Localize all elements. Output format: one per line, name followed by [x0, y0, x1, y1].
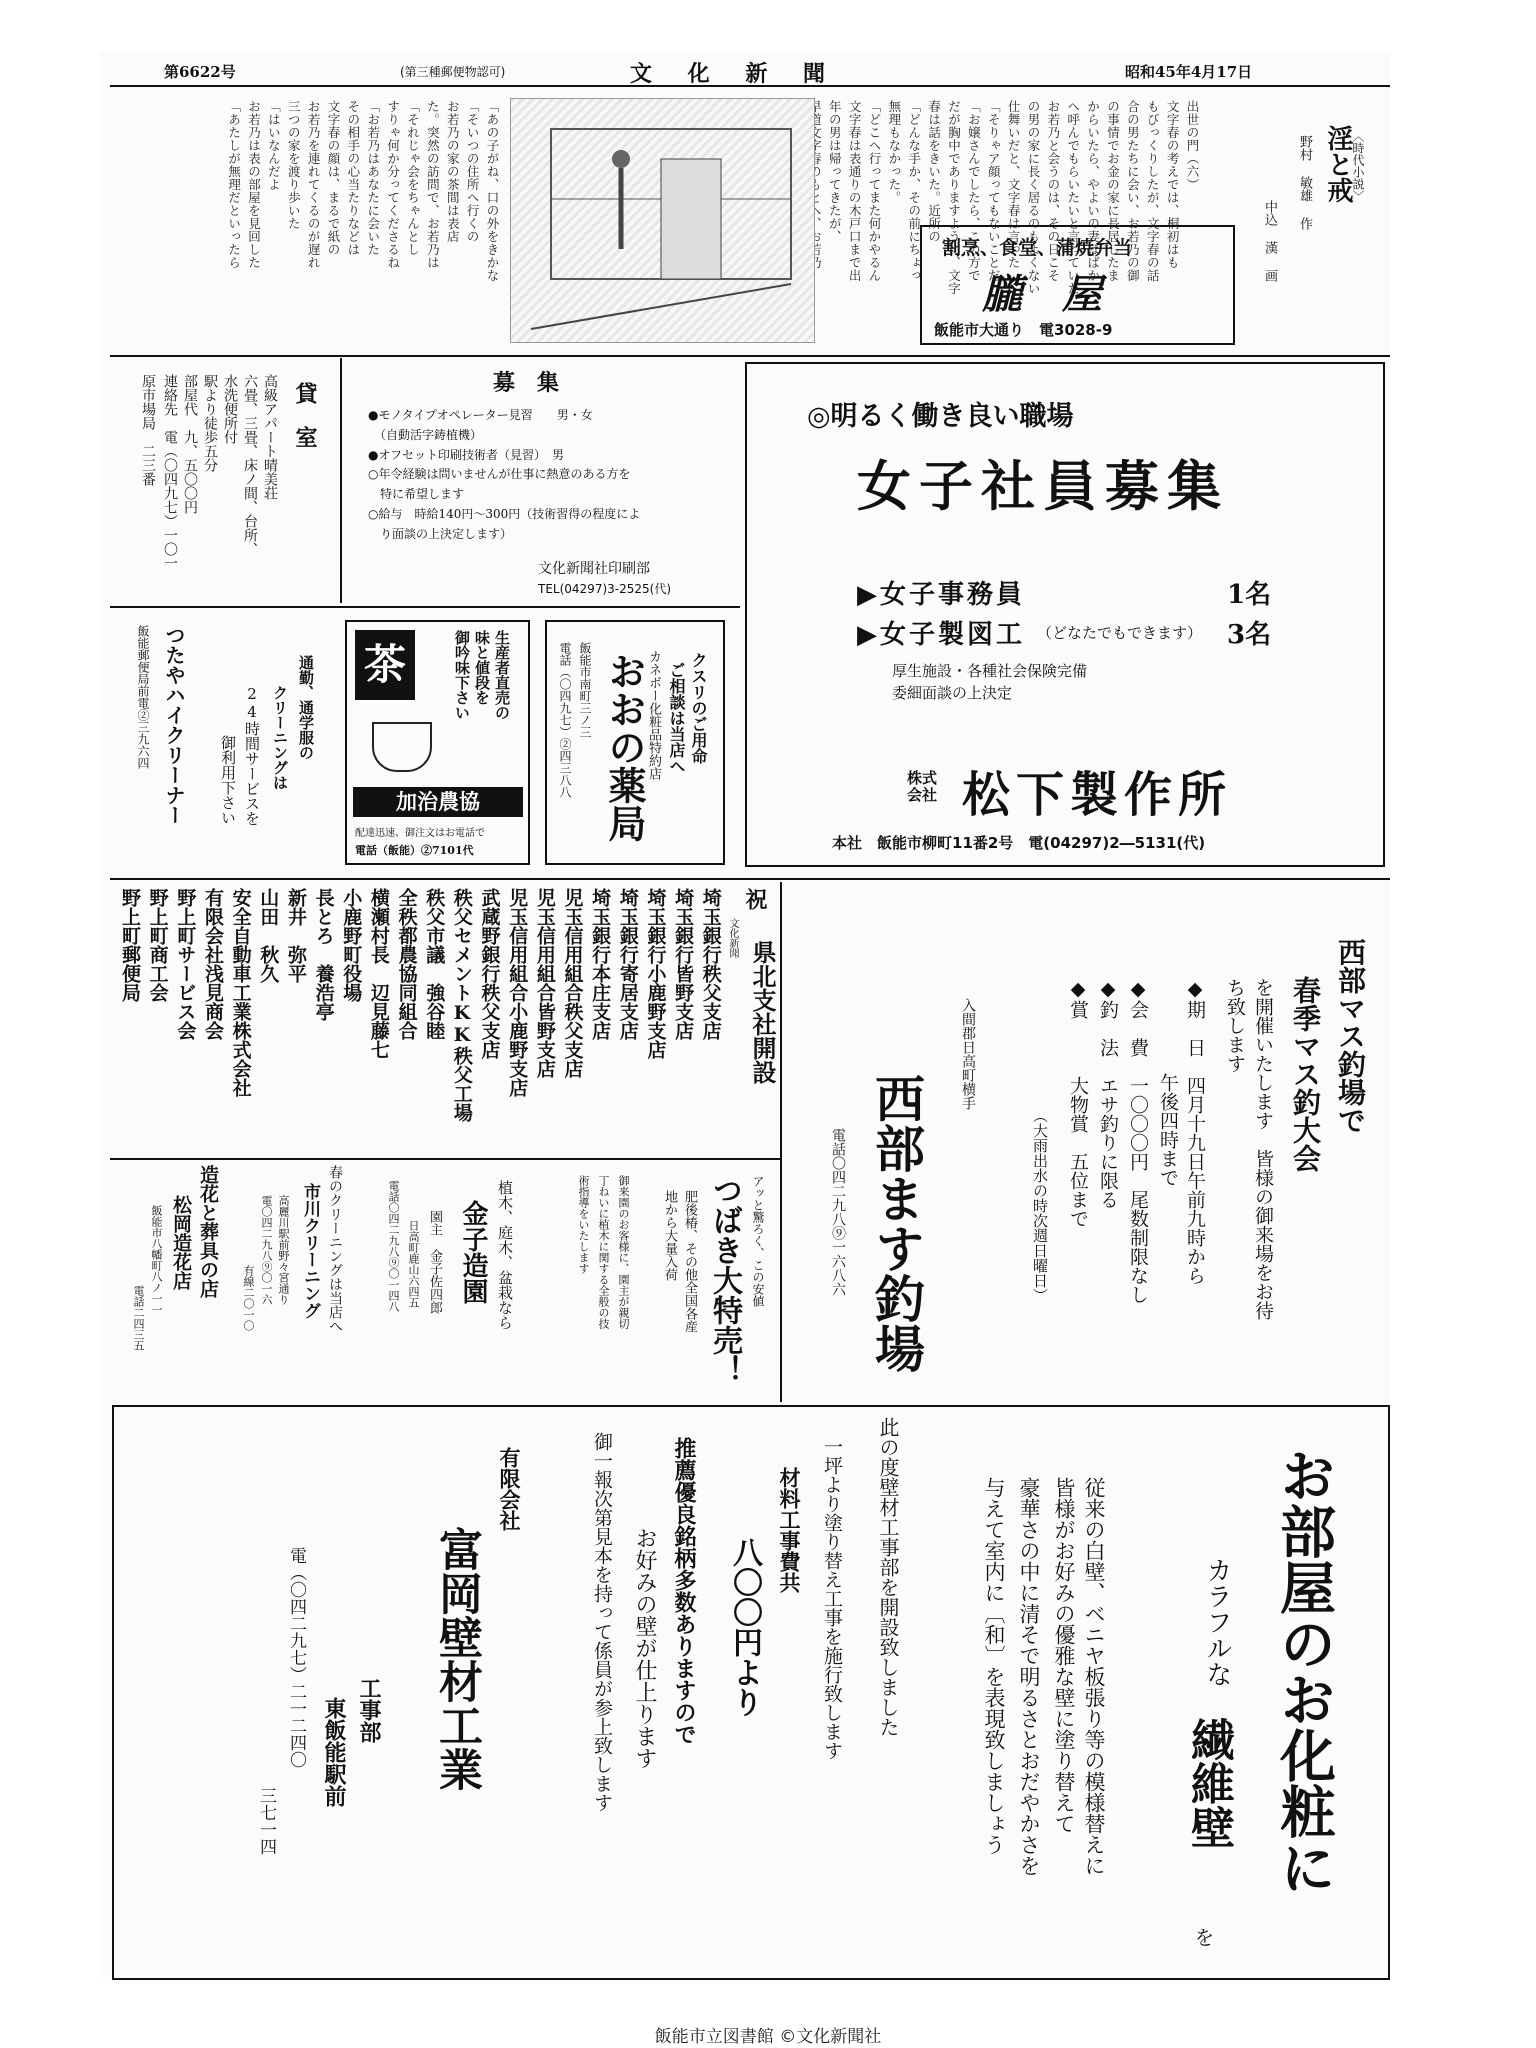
text-column: だが胸中でありますように、文字 [946, 100, 962, 295]
serial-text-left [115, 100, 500, 350]
ichikawa-line: 春のクリーニングは当店へ [327, 1165, 343, 1333]
serial-label: 〈時代小説〉 [1351, 130, 1365, 202]
celebration-rows [120, 888, 720, 1188]
boshu-company: 文化新聞社印刷部 [538, 561, 650, 577]
kaneko-owner: 園主 金子佐四郎 [427, 1210, 442, 1314]
ad-seibu-masu [790, 888, 1385, 1398]
celebration-row: 野上町サービス会 [174, 888, 197, 1040]
text-column: た。突然の訪問で、お若乃は [425, 100, 441, 269]
celebration-row: 野上町商工会 [146, 888, 169, 1002]
text-column: お若乃と会うのは、その日こそ [1045, 100, 1061, 282]
job-row-1-count: 1名 [1227, 580, 1272, 610]
tsutaya-address: 飯能郵便局前電②三九六四 [136, 625, 150, 769]
matsuoka-name: 松岡造花店 [170, 1195, 192, 1290]
kashishitsu-line: 水洗便所付 [222, 374, 238, 444]
kashishitsu-line: 連絡先 電（〇四九七）一〇一 [162, 374, 178, 570]
ad-tomioka [112, 1405, 1390, 1980]
boshu-tel: TEL(04297)3-2525(代) [538, 582, 672, 596]
boshu-line: ○年令経験は問いませんが仕事に熱意のある方を [368, 467, 631, 482]
matsuoka-line: 造花と葬具の店 [197, 1165, 219, 1298]
seibu-place: 入間郡日高町横手 [960, 998, 976, 1110]
tomioka-para: 与えて室内に〔和〕を表現致しましょう [982, 1477, 1006, 1855]
ad-boshu [348, 362, 728, 602]
text-column: 「あの子がね、口の外をきかな [485, 100, 500, 282]
kashishitsu-line: 高級アパート晴美荘 [262, 374, 278, 500]
kaneko-line: 植木、庭木、盆栽なら [496, 1180, 514, 1330]
kaneko-address: 日高町鹿山六四五 [407, 1220, 420, 1308]
oono-line: ご相談は当店へ [667, 662, 686, 774]
ad-tsutaya [120, 615, 330, 865]
oboro-address: 飯能市大通り 電3028-9 [934, 321, 1113, 339]
seibu-item: ◆賞 大物賞 五位まで [1067, 978, 1089, 1228]
oono-address: 飯能市南町三ノ三 [578, 642, 592, 738]
seibu-line: を開催いたします 皆様の御来場をお待 [1252, 978, 1274, 1320]
corp-type: 株式会社 [907, 769, 938, 804]
celebration-title: 県北支社開設 [748, 940, 777, 1084]
kaneko-name: 金子造園 [458, 1200, 488, 1304]
ad-kashishitsu [120, 362, 330, 602]
celebration-row: 山田 秋久 [257, 888, 280, 983]
seibu-item: 午後四時まで [1157, 978, 1179, 1187]
text-column: 三つの家を渡り歩いた [286, 100, 302, 230]
tsubaki-line: 丁ねいに植木に関する全般の技 [597, 1175, 610, 1329]
text-column: 合の男たちに会い、お若乃の御 [1125, 100, 1141, 282]
kashishitsu-line: 部屋代 九、五〇〇円 [182, 374, 198, 514]
celebration-row: 埼玉銀行寄居支店 [616, 888, 639, 1040]
serial-illustrator: 中込 漢 画 [1262, 200, 1277, 282]
seibu-item: ◆期 日 四月十九日午前九時から [1184, 978, 1206, 1285]
rule [110, 878, 1390, 880]
ad-kaji-nokyo [345, 620, 530, 865]
celebration-list [120, 888, 780, 1188]
text-column: お若乃は表の部屋を見回した [246, 100, 262, 269]
celebration-row: 児玉信用組合秩父支店 [561, 888, 584, 1078]
ad-tsubaki [640, 1165, 775, 1400]
boshu-body [368, 406, 640, 545]
celebration-row: 埼玉銀行皆野支店 [672, 888, 695, 1040]
tsutaya-line: 24時間サービスを [243, 685, 261, 826]
tsubaki-line: 肥後椿、その他全国各産 [682, 1190, 697, 1333]
rule [110, 606, 740, 608]
celebration-row: 長とろ 養浩亭 [312, 888, 335, 1021]
nokyo-tel: 電話（飯能）②7101代 [355, 844, 474, 857]
nokyo-note: 配達迅速、御注文はお電話で [355, 828, 485, 839]
text-column: その相手の心当たりなどは [345, 100, 361, 256]
illustration-drawing [511, 99, 816, 344]
serial-author: 野村 敏雄 作 [1297, 135, 1312, 230]
celebration-row: 横瀬村長 辺見藤七 [367, 888, 390, 1059]
tsubaki-line: 術指導をいたします [577, 1175, 590, 1274]
seibu-tel: 電話〇四二九八⑨一六八六 [830, 1128, 846, 1296]
text-column: 「お若乃はあなたに会いた [365, 100, 381, 256]
ad-matsushita [745, 362, 1385, 867]
tsubaki-title: つばき大特売！ [707, 1175, 742, 1385]
kashishitsu-line: 六畳、三畳、床ノ間、台所、 [242, 374, 258, 556]
tomioka-tel: 電（〇四二九七）二一二四〇 [286, 1547, 306, 1768]
nokyo-line: 御吟味下さい [453, 630, 471, 720]
celebration-row: 小鹿野町役場 [340, 888, 363, 1002]
text-column: 「そりゃア顔ってもないことだ [986, 100, 1002, 282]
seibu-title: 西部マス釣場で [1334, 938, 1367, 1134]
ichikawa-name: 市川クリーニング [300, 1183, 320, 1319]
text-column: お若乃を連れてくるのが遅れ [306, 100, 322, 269]
ad-tsubaki-detail [530, 1175, 640, 1395]
text-column: 「どこへ行ってまた何かやるん [867, 100, 882, 282]
text-column: 「お嬢さんでしたら、この方で [966, 100, 982, 282]
tomioka-dept: 工事部 [356, 1677, 382, 1743]
tomioka-notice: お好みの壁が仕上ります [632, 1527, 657, 1769]
tomioka-price: 八〇〇円より [727, 1537, 762, 1717]
issue-date: 昭和45年4月17日 [1125, 63, 1253, 81]
text-column: 「あたしが無理だといったら [226, 100, 242, 269]
celebration-row: 埼玉銀行本庄支店 [589, 888, 612, 1040]
rule [780, 882, 782, 1402]
page-footer: 飯能市立図書館 ©文化新聞社 [654, 2027, 882, 2047]
celebration-row: 安全自動車工業株式会社 [229, 888, 252, 1097]
rule [110, 355, 1390, 357]
tomioka-notice: 一坪より塗り替え工事を施行致します [821, 1437, 843, 1760]
masthead [110, 55, 1390, 87]
tomioka-notice: 御一報次第見本を持って係員が参上致します [591, 1432, 613, 1812]
kaneko-tel: 電話〇四二九八⑨〇一四八 [387, 1180, 400, 1312]
text-column: 文字春の顔は、まるで紙の [326, 100, 341, 256]
tomioka-notice: 推薦優良銘柄多数ありますので [671, 1437, 697, 1745]
tomioka-notice: 材料工事費共 [777, 1467, 802, 1593]
matsushita-lead: ◎明るく働き良い職場 [807, 401, 1074, 432]
text-column: 「それじゃ会をちゃんとし [405, 100, 421, 256]
nokyo-line: 味と値段を [473, 630, 491, 705]
oboro-name: 朧 屋 [982, 271, 1102, 318]
boshu-line: ●モノタイプオペレーター見習 男・女 [368, 408, 593, 422]
kashishitsu-line: 駅より徒歩五分 [202, 374, 218, 472]
tsutaya-line: クリーニングは [271, 685, 289, 790]
ichikawa-tel2: 有線二〇一〇 [242, 1265, 255, 1331]
ichikawa-address: 高麗川駅前野々宮通り [277, 1195, 290, 1305]
serial-title: 淫と戒 [1323, 125, 1353, 203]
matsushita-title: 女子社員募集 [857, 454, 1229, 518]
tomioka-headline: お部屋のお化粧に [1271, 1447, 1337, 1895]
serial-illustration [510, 98, 815, 343]
tomioka-para: 皆様がお好みの優雅な壁に塗り替えて [1052, 1477, 1076, 1834]
seibu-item: ◆釣 法 エサ釣りに限る [1097, 978, 1119, 1209]
text-column: 無理もなかった。 [886, 100, 902, 204]
celebration-row: 児玉信用組合皆野支店 [533, 888, 556, 1078]
matsushita-note: 厚生施設・各種社会保険完備 [892, 662, 1088, 680]
matsushita-company: 松下製作所 [962, 767, 1233, 823]
matsushita-address: 本社 飯能市柳町11番2号 電(04297)2―5131(代) [832, 834, 1206, 852]
tsubaki-line: 地から大量入荷 [662, 1190, 677, 1281]
text-column: からいたら、やよいの妻はばか [1085, 100, 1101, 282]
text-column: 文字春は表通りの木戸口まで出 [847, 100, 863, 282]
text-column: 年の男は帰ってきたが、 [827, 100, 843, 243]
tomioka-corp: 有限会社 [497, 1447, 522, 1531]
ad-oboro [920, 225, 1235, 345]
tsubaki-line: 御来園のお客様に、園主が親切 [617, 1175, 630, 1329]
nokyo-line: 生産者直売の [493, 630, 511, 720]
celebration-row: 児玉信用組合小鹿野支店 [506, 888, 529, 1097]
tomioka-para: 従来の白壁、ベニヤ板張り等の模様替えに [1082, 1477, 1106, 1876]
tomioka-tel2: 三七一四 [256, 1787, 276, 1855]
celebration-row: 新井 弥平 [284, 888, 307, 983]
text-column: 「どんな手か、その前にちょっ [906, 100, 922, 282]
tomioka-product: 繊維壁 [1183, 1717, 1234, 1849]
oono-tel: 電話（〇四九七）②四三八八 [558, 642, 572, 798]
issue-number: 第6622号 [164, 63, 236, 81]
seibu-name: 西部ます釣場 [867, 1073, 926, 1373]
tsutaya-name: つたやハイクリーナー [162, 625, 186, 825]
text-column: 文字春の考えでは、桐初はも [1165, 100, 1181, 269]
boshu-title: 募 集 [493, 370, 560, 396]
ad-kaneko [360, 1170, 525, 1400]
tomioka-sub: カラフルな [1202, 1557, 1232, 1687]
celebration-row: 埼玉銀行秩父支店 [699, 888, 722, 1040]
boshu-line: り面談の上決定します） [368, 526, 513, 541]
seibu-item: ◆会 費 一〇〇〇円 尾数制限なし [1127, 978, 1149, 1304]
ad-ichikawa [230, 1165, 355, 1395]
celebration-row: 有限会社浅見商会 [201, 888, 224, 1040]
job-row-2-count: 3名 [1227, 620, 1272, 650]
tsutaya-line: 御利用下さい [219, 735, 237, 825]
newspaper-name: 文 化 新 聞 [630, 61, 839, 87]
boshu-line: （自動活字鋳植機） [368, 427, 483, 442]
kashishitsu-line: 原市場局 二三番 [140, 374, 156, 486]
boshu-line: ●オフセット印刷技術者（見習） 男 [368, 447, 564, 462]
celebration-row: 野上町郵便局 [119, 888, 141, 1002]
matsuoka-address: 飯能市八幡町八ノ一一 [150, 1205, 163, 1315]
celebration-row: 埼玉銀行小鹿野支店 [644, 888, 667, 1059]
ichikawa-tel: 電〇四二九八⑨〇一六 [260, 1195, 273, 1305]
tea-mark: 茶 [355, 630, 415, 700]
boshu-line: ○給与 時給140円〜300円（技術習得の程度によ [368, 506, 641, 521]
matsuoka-tel: 電話二四三五 [132, 1285, 145, 1351]
kashishitsu-title: 貸 室 [292, 382, 318, 448]
tsubaki-lead: アッと驚ろく、この安値 [751, 1175, 765, 1307]
job-row-2: ▶女子製図工 [857, 620, 1025, 650]
tomioka-name: 富岡壁材工業 [431, 1527, 482, 1791]
job-row-1: ▶女子事務員 [857, 580, 1025, 610]
postal-note: (第三種郵便物認可) [400, 65, 506, 79]
tsutaya-line: 通勤、通学服の [297, 655, 315, 760]
rule [110, 1158, 780, 1160]
text-column: 「そいつの住所へ行くの [465, 100, 481, 243]
celebration-lead: 祝 [742, 888, 768, 910]
celebration-row: 秩父市議 強谷睦 [423, 888, 446, 1040]
rule [340, 358, 342, 603]
text-column: 仕舞いだと、文字春は言った [1006, 100, 1022, 269]
text-column: 春は話をきいた。近所の [926, 100, 942, 243]
nokyo-name: 加治農協 [353, 787, 523, 817]
ad-oono-pharmacy [545, 620, 725, 865]
tea-pot-icon [372, 722, 432, 772]
boshu-line: 特に希望します [368, 487, 465, 502]
tomioka-branch: 東飯能駅前 [321, 1697, 347, 1807]
celebration-row: 武蔵野銀行秩父支店 [478, 888, 501, 1059]
celebration-row: 秩父セメントKK秩父工場 [450, 888, 473, 1122]
text-column: 出世の門（六） [1185, 100, 1200, 191]
matsushita-note: 委細面談の上決定 [892, 684, 1013, 702]
text-column: お若乃の家の茶間は表店 [445, 100, 461, 243]
celebration-row: 全秩都農協同組合 [395, 888, 418, 1040]
celebration-small: 文化新聞 [727, 918, 738, 958]
job-row-2-note: （どなたでもできます） [1037, 624, 1203, 642]
text-column: の事情でお金の家に長居したま [1105, 100, 1121, 282]
seibu-line: ち致します [1224, 978, 1246, 1073]
ad-matsuoka [120, 1165, 225, 1395]
text-column: すりゃ何か分ってくださるね [385, 100, 401, 269]
text-column: 「はいなんだよ [266, 100, 282, 191]
seibu-event: 春季マス釣大会 [1289, 976, 1322, 1172]
oono-line: クスリのご用命 [689, 652, 708, 764]
text-column: の男の家に長く居るのもよくない [1026, 100, 1041, 295]
oono-name: おおの薬局 [602, 652, 647, 842]
tomioka-notice: 此の度壁材工事部を開設致しました [876, 1417, 900, 1737]
seibu-item: （大雨出水の時次週日曜日） [1031, 1108, 1049, 1303]
text-column: もびっくりしたが、文字春の話 [1145, 100, 1161, 282]
oono-line: カネボー化粧品特約店 [646, 650, 661, 780]
tomioka-para: 豪華さの中に清そで明るさとおだやかさを [1017, 1477, 1041, 1876]
text-column: へ呼んでもらいたいと言っていた [1065, 100, 1081, 295]
tomioka-wo: を [1191, 1927, 1215, 1947]
oboro-kind: 割烹、食堂、蒲焼弁当 [942, 237, 1133, 259]
